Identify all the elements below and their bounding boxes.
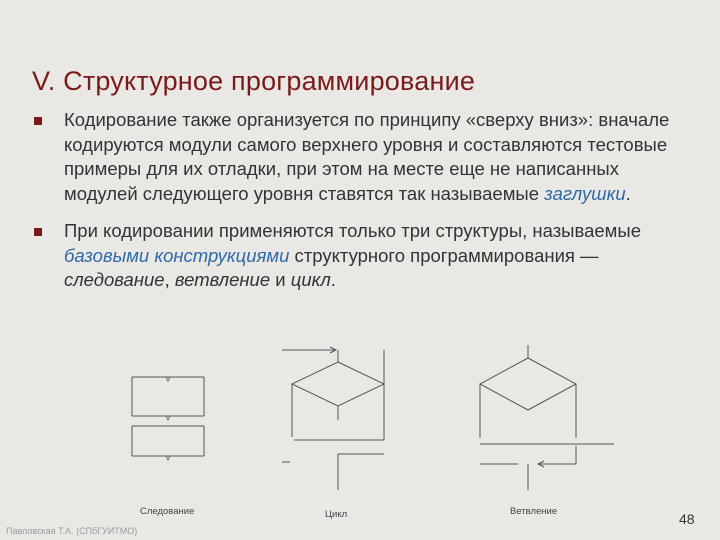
separator: и: [270, 269, 291, 290]
bullet-text-end: .: [625, 182, 631, 204]
branch-diagram: [480, 345, 614, 490]
caption-sequence: Следование: [140, 506, 195, 517]
bullet-text-end: .: [330, 269, 336, 290]
page-number: 48: [679, 511, 695, 527]
loop-diagram: [282, 347, 384, 490]
term-branch: ветвление: [174, 269, 271, 290]
caption-loop: Цикл: [325, 509, 348, 520]
bullet-text: Кодирование также организуется по принципу «сверху вниз»: вначале кодируются модули самого верхнего уровня и составляются тестовые примеры для их отладки, при этом на месте еще не написанных модулей следующего уровня ставятся так называемые: [64, 109, 670, 204]
bullet-text: При кодировании применяются только три структуры, называемые: [64, 220, 641, 241]
footer-author: Павловская Т.А. (СПбГУИТМО): [6, 526, 138, 536]
term-loop: цикл: [290, 269, 331, 290]
sequence-diagram: [132, 377, 204, 460]
caption-branch: Ветвление: [510, 506, 558, 517]
term-sequence: следование: [64, 269, 165, 290]
bullet-text-mid: структурного программирования —: [289, 244, 599, 266]
slide-title: V. Структурное программирование: [32, 66, 476, 96]
highlight-term-basic-constructs: базовыми конструкциями: [64, 244, 290, 266]
highlight-term-stubs: заглушки: [544, 182, 626, 204]
separator: ,: [164, 269, 175, 290]
